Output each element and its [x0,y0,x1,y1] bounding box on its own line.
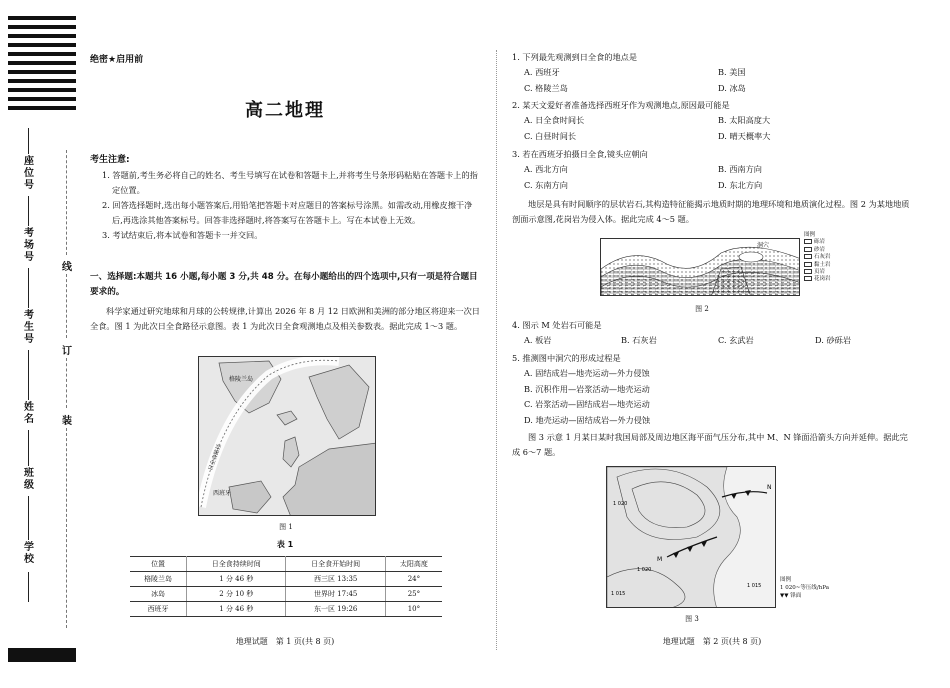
table-header-row [130,557,442,572]
option-group [512,65,912,96]
binding-line [28,572,29,602]
legend-item [804,276,831,283]
table-cell: 冰岛 [130,587,187,602]
option-a: A. 板岩 [524,335,552,345]
binding-bottom-bar [8,648,76,662]
page-1 [90,0,480,688]
notice-list [102,168,478,243]
table-cell: 1 分 46 秒 [187,572,286,587]
option-b: B. 太阳高度大 [718,115,771,125]
option-c: C. 东南方向 [524,179,568,190]
question-stem: 4. 图示 M 处岩石可能是 [512,320,602,330]
front-icon: ▼▼ [780,593,791,599]
intro-paragraph-2: 地层是具有时间顺序的层状岩石,其构造特征能揭示地质时期的地理环境和地质演化过程。图 2 为某地地质剖面示意图,花岗岩为侵入体。据此完成 4～5 题。 [512,199,910,224]
label-class: 班级 [24,468,34,491]
fig3-isobar-label: 1 015 [611,591,626,597]
fig3-isobar-label: 1 020 [637,567,652,573]
table-1-title: 表 1 [276,540,294,549]
figure-3-pressure-map [606,466,776,608]
cut-line [66,358,67,408]
label-seat-no: 座位号 [24,156,34,191]
option-group [512,366,912,428]
option-group [512,333,912,349]
table-cell: 2 分 10 秒 [187,587,286,602]
cut-label-bind: 装 [62,416,72,427]
legend-label: 锋面 [790,593,802,599]
label-student-no: 考生号 [24,310,34,345]
table-row [130,587,442,602]
notice-item: 3. 考试结束后,将本试卷和答题卡一并交回。 [102,230,263,240]
intro-paragraph-3: 图 3 示意 1 月某日某时我国局部及周边地区海平面气压分布,其中 M、N 锋面沿箭头方向并延伸。据此完成 6～7 题。 [512,432,908,457]
notice-heading: 考生注意: [90,155,130,165]
swatch-icon [804,254,812,259]
swatch-icon [804,239,812,244]
question-1 [512,50,912,96]
cut-line [66,150,67,255]
table-cell: 世界时 17:45 [286,587,385,602]
swatch-icon [804,269,812,274]
question-stem: 5. 推测图中洞穴的形成过程是 [512,353,621,363]
question-3 [512,147,912,193]
page-1-footer: 地理试题 第 1 页(共 8 页) [235,637,335,646]
legend-item [804,262,831,269]
option-c: C. 岩浆活动—固结成岩—地壳运动 [524,399,650,409]
fig1-label-path: 日全食路径 [207,443,223,472]
cut-line [66,428,67,628]
table-1 [130,556,442,617]
question-2 [512,98,912,144]
cave-shape [739,252,763,262]
question-stem: 2. 某天文爱好者准备选择西班牙作为观测地点,原因最可能是 [512,100,730,110]
label-exam-room: 考场号 [24,228,34,263]
fig3-isobar-label: 1 020 [613,501,628,507]
section-heading: 一、选择题:本题共 16 小题,每小题 3 分,共 48 分。在每小题给出的四个选项中,只有一项是符合题目要求的。 [90,272,478,297]
figure-2-legend [804,232,831,284]
europe-map-svg [199,357,376,516]
option-a: A. 西北方向 [524,164,568,174]
question-stem: 1. 下列最先观测到日全食的地点是 [512,52,638,62]
binding-line [28,430,29,466]
cut-line [66,274,67,338]
legend-label: 砾岩 [814,239,826,246]
option-b: B. 石灰岩 [621,335,657,345]
figure-1-caption: 图 1 [279,523,293,531]
table-row [130,572,442,587]
figure-2-profile [600,238,800,296]
legend-label: 石灰岩 [814,254,831,261]
table-cell: 格陵兰岛 [130,572,187,587]
legend-label: 黏土岩 [814,261,831,268]
binding-line [28,128,29,154]
option-a: A. 日全食时间长 [524,115,585,125]
table-cell: 10° [385,602,442,617]
question-5 [512,351,912,428]
table-cell: 25° [385,587,442,602]
fig2-label-cave: 洞穴 [757,242,770,249]
legend-item-isobar: 1 020~等压线/hPa [780,585,829,591]
legend-title: 图例 [780,577,792,583]
option-d: D. 冰岛 [718,82,746,93]
fig3-isobar-label: 1 015 [747,583,762,589]
legend-item-front [780,592,829,600]
option-d: D. 晴天概率大 [718,130,771,141]
figure-3-caption: 图 3 [685,615,699,623]
binding-strip [0,0,80,688]
pressure-map-svg [607,467,776,608]
binding-line [28,496,29,540]
table-cell: 1 分 46 秒 [187,602,286,617]
intro-paragraph: 科学家通过研究地球和月球的公转规律,计算出 2026 年 8 月 12 日欧洲和美洲的部分地区将迎来一次日全食。图 1 为此次日全食路径示意图。表 1 为此次日全食观测地点及相关参数表。据此完成 1～3 题。 [90,306,480,331]
fig1-label-spain: 西班牙 [213,490,232,497]
figure-2-caption: 图 2 [695,305,709,313]
table-cell: 西班牙 [130,602,187,617]
swatch-icon [804,262,812,267]
fig3-label-n: N [767,484,772,491]
legend-label: 花岗岩 [814,276,831,283]
notice-item: 2. 回答选择题时,选出每小题答案后,用铅笔把答题卡对应题目的答案标号涂黑。如需改动,用橡皮擦干净后,再选涂其他答案标号。回答非选择题时,将答案写在答题卡上。写在本试卷上无效。 [102,200,473,225]
figure-3-legend [780,576,829,600]
label-school: 学校 [24,542,34,565]
cut-label-order: 订 [62,346,72,357]
option-b: B. 沉积作用—岩浆活动—地壳运动 [524,383,650,394]
legend-label: 页岩 [814,269,826,276]
question-4 [512,318,912,349]
legend-item [804,254,831,261]
option-c: C. 白昼时间长 [524,130,577,141]
table-header: 日全食持续时间 [187,557,286,572]
option-d: D. 砂砾岩 [815,335,852,345]
binding-line [28,350,29,400]
option-d: D. 地壳运动—固结成岩—外力侵蚀 [524,414,651,425]
legend-label: 砂岩 [814,246,826,253]
page-2-footer: 地理试题 第 2 页(共 8 页) [662,637,762,646]
binding-line [28,268,29,308]
label-name: 姓名 [24,402,34,425]
option-group [512,162,912,193]
question-stem: 3. 若在西班牙拍摄日全食,镜头应朝向 [512,149,648,159]
column-divider [496,50,497,650]
table-header: 日全食开始时间 [286,557,385,572]
option-a: A. 固结成岩—地壳运动—外力侵蚀 [524,368,650,378]
binding-stripes [8,16,76,115]
option-group [512,113,912,144]
binding-line [28,196,29,226]
table-cell: 24° [385,572,442,587]
notice-item: 1. 答题前,考生务必将自己的姓名、考生号填写在试卷和答题卡上,并将考生号条形码粘贴在答题卡上的指定位置。 [102,170,478,195]
figure-1-map [198,356,376,516]
table-header: 太阳高度 [385,557,442,572]
geologic-profile-svg [601,239,800,296]
fig1-label-greenland: 格陵兰岛 [229,376,254,383]
option-b: B. 西南方向 [718,164,762,174]
option-d: D. 东北方向 [718,179,763,190]
table-cell: 东一区 19:26 [286,602,385,617]
table-header: 位置 [130,557,187,572]
option-c: C. 格陵兰岛 [524,82,568,93]
table-row [130,602,442,617]
legend-title: 图例 [804,232,816,238]
swatch-icon [804,247,812,252]
exam-title: 高二地理 [245,100,325,121]
option-c: C. 玄武岩 [718,335,754,345]
page-2 [512,0,912,688]
table-cell: 西三区 13:35 [286,572,385,587]
fig3-label-m: M [657,556,663,563]
swatch-icon [804,276,812,281]
cut-label-line: 线 [62,262,72,273]
option-b: B. 美国 [718,67,746,77]
legend-item [804,239,831,246]
option-a: A. 西班牙 [524,67,560,77]
secret-mark: 绝密★启用前 [90,55,144,65]
